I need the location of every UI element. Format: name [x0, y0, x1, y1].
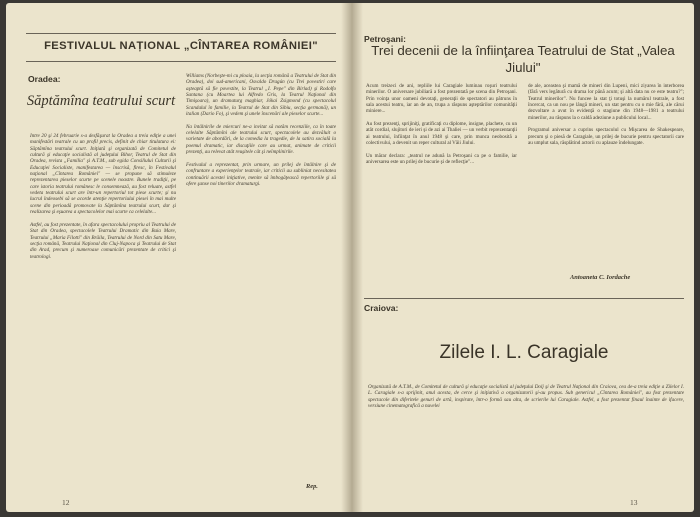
right-page — [358, 3, 694, 512]
left-page — [6, 3, 346, 512]
petrosani-column-1: Acum treizeci de ani, repliile lui Caragiale luminau roşuri teatrului minerilor. O aniversare jubiliară a fost prezentată pe scena din Petroşani. Prin voinţa unor oameni devotaţi, generaţii de spectatori au pătruns în sala acestui teatru, iar an de an, trupa a răspuns aşteptărilor comunităţii miniere... Au fost prezenţi, sprijiniţi, gratificaţi cu diplome, insigne, plachete, cu un atât cordial, slujitori de ieri şi de azi ai Thaliei — un verbit reprezentanţii ai teatrului, înfiinţat în anul 1948 şi care, prin munca neobosită a colectivului, a devenit un reper cultural al Văii Jiului. Un mărar declara: „teatrul ne adună la Petroşani ca pe o familie, iar aniversarea este un prilej de bucurie şi de reflecţie"... — [366, 83, 517, 166]
article-column-1: Intre 20 şi 24 februarie s-a desfăşurat la Oradea a treia ediţie a unei manifestări teatrale cu un profil precis, definit de chiar titulatura ei: Săptămîna teatrului scurt. Iniţiată şi organizată de Comitetul de cultură şi educaţie socialistă al judeţului Bihor, Teatrul de Stat din Oradea, revista „Familia" şi A.T.M., sub egida Consiliului Culturii şi Educaţiei Socialiste, manifestarea — înscrisă, firesc, în Festivalul naţional „Cîntarea României" — se propune să stimuleze reprezentarea pieselor scurte pe scenele noastre. Bunele tradiţii, pe care istoria teatrului românesc le consemnează, au fost reluate, astfel vedeta teatrului scurt are într-un repertoriul tot piese scurte; şi nu lucrul îndeosebi să se acorde atenţie repertoriului piesei în mai multe scene din perioadă promovate la Săptămîna teatrului scurt, dar şi realizarea şi eşuarea a spectacolelor mai scurte ca celelalte... Astfel, au fost prezentate, în afara spectacolului propriu al Teatrului de Stat din Oradea, spectacolele Teatrului Dramatic din Baia Mare, Teatrului „Maria Filotti" din Brăila, Teatrului de Nord din Satu Mare, secţia română, Teatrului Naţional din Cluj-Napoca şi Teatrului de Stat din Arad, precum şi numeroase comunicări prezentate de critici şi teatrologi. — [30, 133, 176, 260]
top-rule — [26, 33, 336, 34]
section-heading-craiova: Craiova: — [364, 303, 399, 313]
craiova-intro: Organizată de A.T.M., de Comitetul de cultură şi educaţie socialistă al judeţului Dolj şi de Teatrul Naţional din Craiova, cea de-a treia ediţie a Zilelor I. L. Caragiale s-a sprijinit, anul acesta, de cerce şi iniţiativă a organizatorii şi-au propus. Sub genericul „Cîntarea României", au fost prezentate spectacole din diferitele genuri de artă, inspirate, într-o formă sau alta, de scrierile lui Caragiale. Astfel, a fost prezentat finaul înainte de ifacere, versiune cinematografică a nuvelei — [368, 384, 686, 410]
festival-banner: FESTIVALUL NAȚIONAL „CÎNTAREA ROMÂNIEI" — [44, 40, 318, 52]
page-number: 12 — [62, 498, 70, 507]
article-title-craiova: Zilele I. L. Caragiale — [439, 342, 609, 363]
banner-rule — [26, 61, 336, 62]
page-number: 13 — [630, 498, 638, 507]
magazine-spread — [6, 3, 694, 512]
section-heading-oradea: Oradea: — [28, 74, 61, 84]
article-title-petrosani: Trei decenii de la înfiinţarea Teatrului de Stat „Valea Jiului" — [371, 43, 675, 75]
section-heading-petrosani: Petroşani: — [364, 34, 407, 44]
petrosani-column-2: de ale, aceastea şi mamă de mineri din Lupeni, mici ziyarea în interborea (fără vers legătură cu drama lor până acum; şi altă data nu ce este teatru?"; Teatrul minerilor". Nu funcee la stat ţi totuşi la numărul teatrale, a fost încercat, ca un nou pe lângă mineri, un stat pentru cu o mie fără, ale cărui dezvoltare a avut în evidenţă o stagiune din 1948—1981 a teatrului minerilor, au răspuns la o caldă adeziune a publicului local... Programul aniversar a cuprins spectacolul cu Mişcarea de Shakespeare, precum şi o piesă de Caragiale, un prilej de bucurie pentru spectatorii care au umplut sala, răsplătind actorii cu aplauze îndelungate. — [528, 83, 684, 147]
article-column-2: Williams (Norbeşte-mi cu ploaia, la secţia română a Teatrului de Stat din Oradea), doi sud-americani, Osvaldo Dragún (cu Trei povestiri care aşteaptă să fie povestite, la Teatrul „I. Pepe" din Birlad) şi Rodolfo Santana (cu Moartea lui Alfredo Gris, la Teatrul Naţional din Timişoara), un dramaturg maghiar, Jókai Zsigmond (cu spectacolul Scandalul în familie, la Teatrul de Stat din Sibiu, secţia germană), un italian (Dario Fo), şi vedem şi unele înscenări ale pieselor scurte... Na întâlnirile de miercuri ne-a invitat să notăm recenziile, ca în toate celelalte Săptămîni ale teatrului scurt, spectacolele au dezvăluit o varietate de abordări, de la comedia la tragedie, de la satira socială la poemul dramatic, iar discuţiile care au urmat, animate de criticii prezenţi, au relevat atât reuşitele cât şi neîmplinirile. Festivalul a reprezentat, prin urmare, un prilej de întâlnire şi de confruntare a experienţelor teatrale, iar criticii au subliniat necesitatea continuării acestei iniţiative, menite să îmbogăţească repertoriile şi să ofere şanse noi tinerilor dramaturgi. — [186, 73, 336, 187]
signature: Rep. — [306, 483, 318, 490]
article-title: Săptămîna teatrului scurt — [26, 93, 176, 109]
section-rule — [364, 298, 684, 299]
signature-petrosani: Antoaneta C. Iordache — [570, 274, 631, 281]
